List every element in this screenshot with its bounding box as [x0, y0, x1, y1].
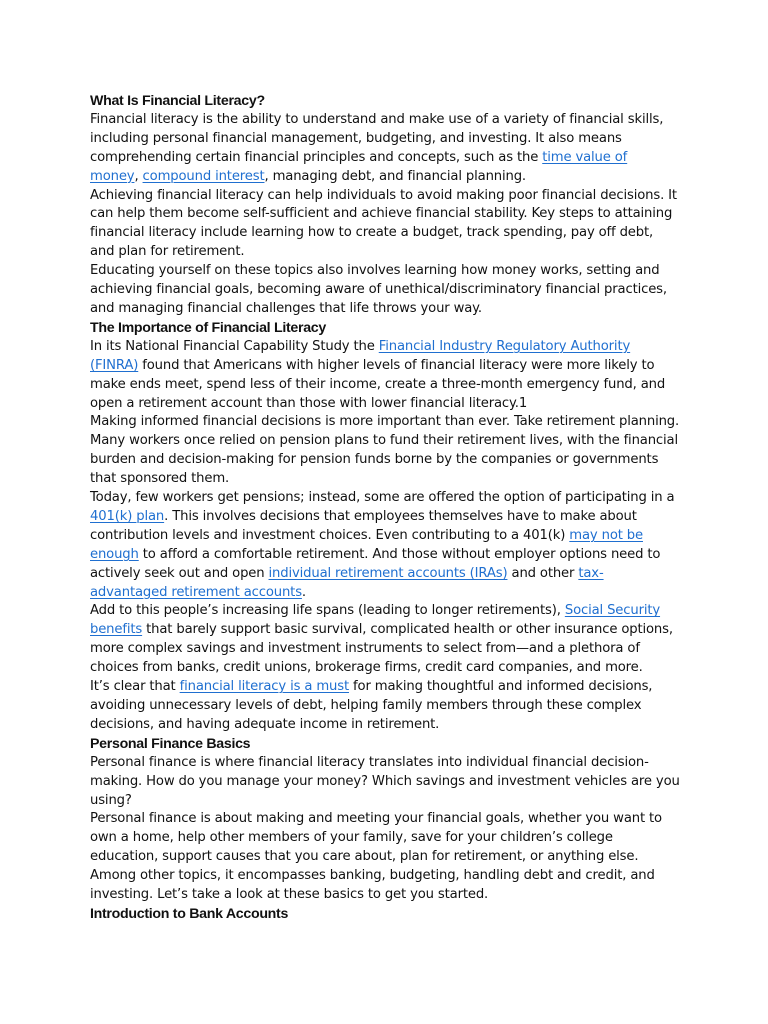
link-may-not-be-enough[interactable]: may not be enough	[90, 527, 643, 562]
link-iras[interactable]: individual retirement accounts (IRAs)	[268, 565, 508, 581]
link-social-security-benefits-cont[interactable]: benefits	[90, 622, 143, 638]
paragraph-text: It’s clear that	[90, 679, 180, 695]
link-finra[interactable]: Financial Industry Regulatory Authority	[378, 338, 631, 354]
paragraph: Achieving financial literacy can help individuals to avoid making poor financial decisions. It can help them become self-sufficient and achieve financial stability. Key steps to attaining financial literacy include learning how to create a budget, track spending, pay off debt, and plan for retirement.	[90, 187, 677, 260]
link-social-security-benefits[interactable]: Social Security	[564, 603, 661, 619]
paragraph-text: In its National Financial Capability Study the	[90, 338, 379, 354]
paragraph	[90, 111, 680, 187]
paragraph-text: found that Americans with higher levels of financial literacy were more likely to make ends meet, spend less of their income, create a three-month emergency fund, and open a retirement account than those with lower financial literacy.1	[90, 357, 666, 411]
document-page	[90, 92, 680, 924]
paragraph-text: . This involves decisions that employees themselves have to make about contribution levels and investment choices. Even contributing to a 401(k)	[90, 508, 637, 543]
heading-importance-of-financial-literacy: The Importance of Financial Literacy	[90, 319, 326, 336]
paragraph	[90, 602, 680, 678]
paragraph: Educating yourself on these topics also involves learning how money works, setting and achieving financial goals, becoming aware of unethical/discriminatory financial practices, and managing financial challenges that life throws your way.	[90, 263, 667, 316]
heading-personal-finance-basics: Personal Finance Basics	[90, 735, 251, 752]
paragraph: Among other topics, it encompasses banking, budgeting, handling debt and credit, and investing. Let’s take a look at these basics to get you started.	[90, 868, 655, 903]
paragraph-text: Financial literacy is the ability to understand and make use of a variety of financial skills, including personal financial management, budgeting, and investing. It also means comprehending certain financial principles and concepts, such as the	[90, 111, 664, 165]
heading-what-is-financial-literacy: What Is Financial Literacy?	[90, 93, 265, 109]
paragraph: Personal finance is about making and meeting your financial goals, whether you want to own a home, help other members of your family, save for your children’s college education, support causes that you care about, plan for retirement, or anything else.	[90, 811, 662, 865]
link-tax-advantaged-accounts[interactable]: tax-advantaged retirement accounts	[90, 565, 604, 600]
link-finra-cont[interactable]: (FINRA)	[90, 357, 139, 373]
paragraph-text: and other	[507, 565, 579, 581]
paragraph: Personal finance is where financial literacy translates into individual financial decision-making. How do you manage your money? Which savings and investment vehicles are you using?	[90, 754, 680, 808]
paragraph-text: Add to this people’s increasing life spans (leading to longer retirements),	[90, 603, 565, 619]
link-compound-interest[interactable]: compound interest	[142, 168, 265, 184]
paragraph-text: , managing debt, and financial planning.	[264, 168, 526, 184]
paragraph-text: to afford a comfortable retirement. And those without employer options need to actively seek out and open	[90, 546, 661, 581]
link-time-value-of-money[interactable]: time value of	[542, 149, 628, 165]
paragraph	[90, 338, 680, 414]
paragraph-text: ,	[134, 168, 143, 184]
paragraph-text: .	[301, 584, 306, 600]
heading-introduction-to-bank-accounts: Introduction to Bank Accounts	[90, 905, 289, 922]
paragraph-text: that barely support basic survival, complicated health or other insurance options, more complex savings and investment instruments to select from—and a plethora of choices from banks, credit unions, brokerage firms, credit card companies, and more.	[90, 622, 673, 676]
link-401k-plan[interactable]: 401(k) plan	[90, 508, 165, 524]
link-time-value-of-money-cont[interactable]: money	[90, 168, 135, 184]
paragraph	[90, 489, 680, 602]
link-financial-literacy-is-a-must[interactable]: financial literacy is a must	[179, 679, 349, 695]
paragraph-text: for making thoughtful and informed decisions, avoiding unnecessary levels of debt, helping family members through these complex decisions, and having adequate income in retirement.	[90, 679, 653, 732]
paragraph: Making informed financial decisions is more important than ever. Take retirement planning. Many workers once relied on pension plans to fund their retirement lives, with the financial burden and decision-making for pension funds borne by the companies or governments that sponsored them.	[90, 414, 680, 487]
paragraph	[90, 678, 680, 735]
paragraph-text: Today, few workers get pensions; instead, some are offered the option of participating in a	[90, 490, 675, 506]
